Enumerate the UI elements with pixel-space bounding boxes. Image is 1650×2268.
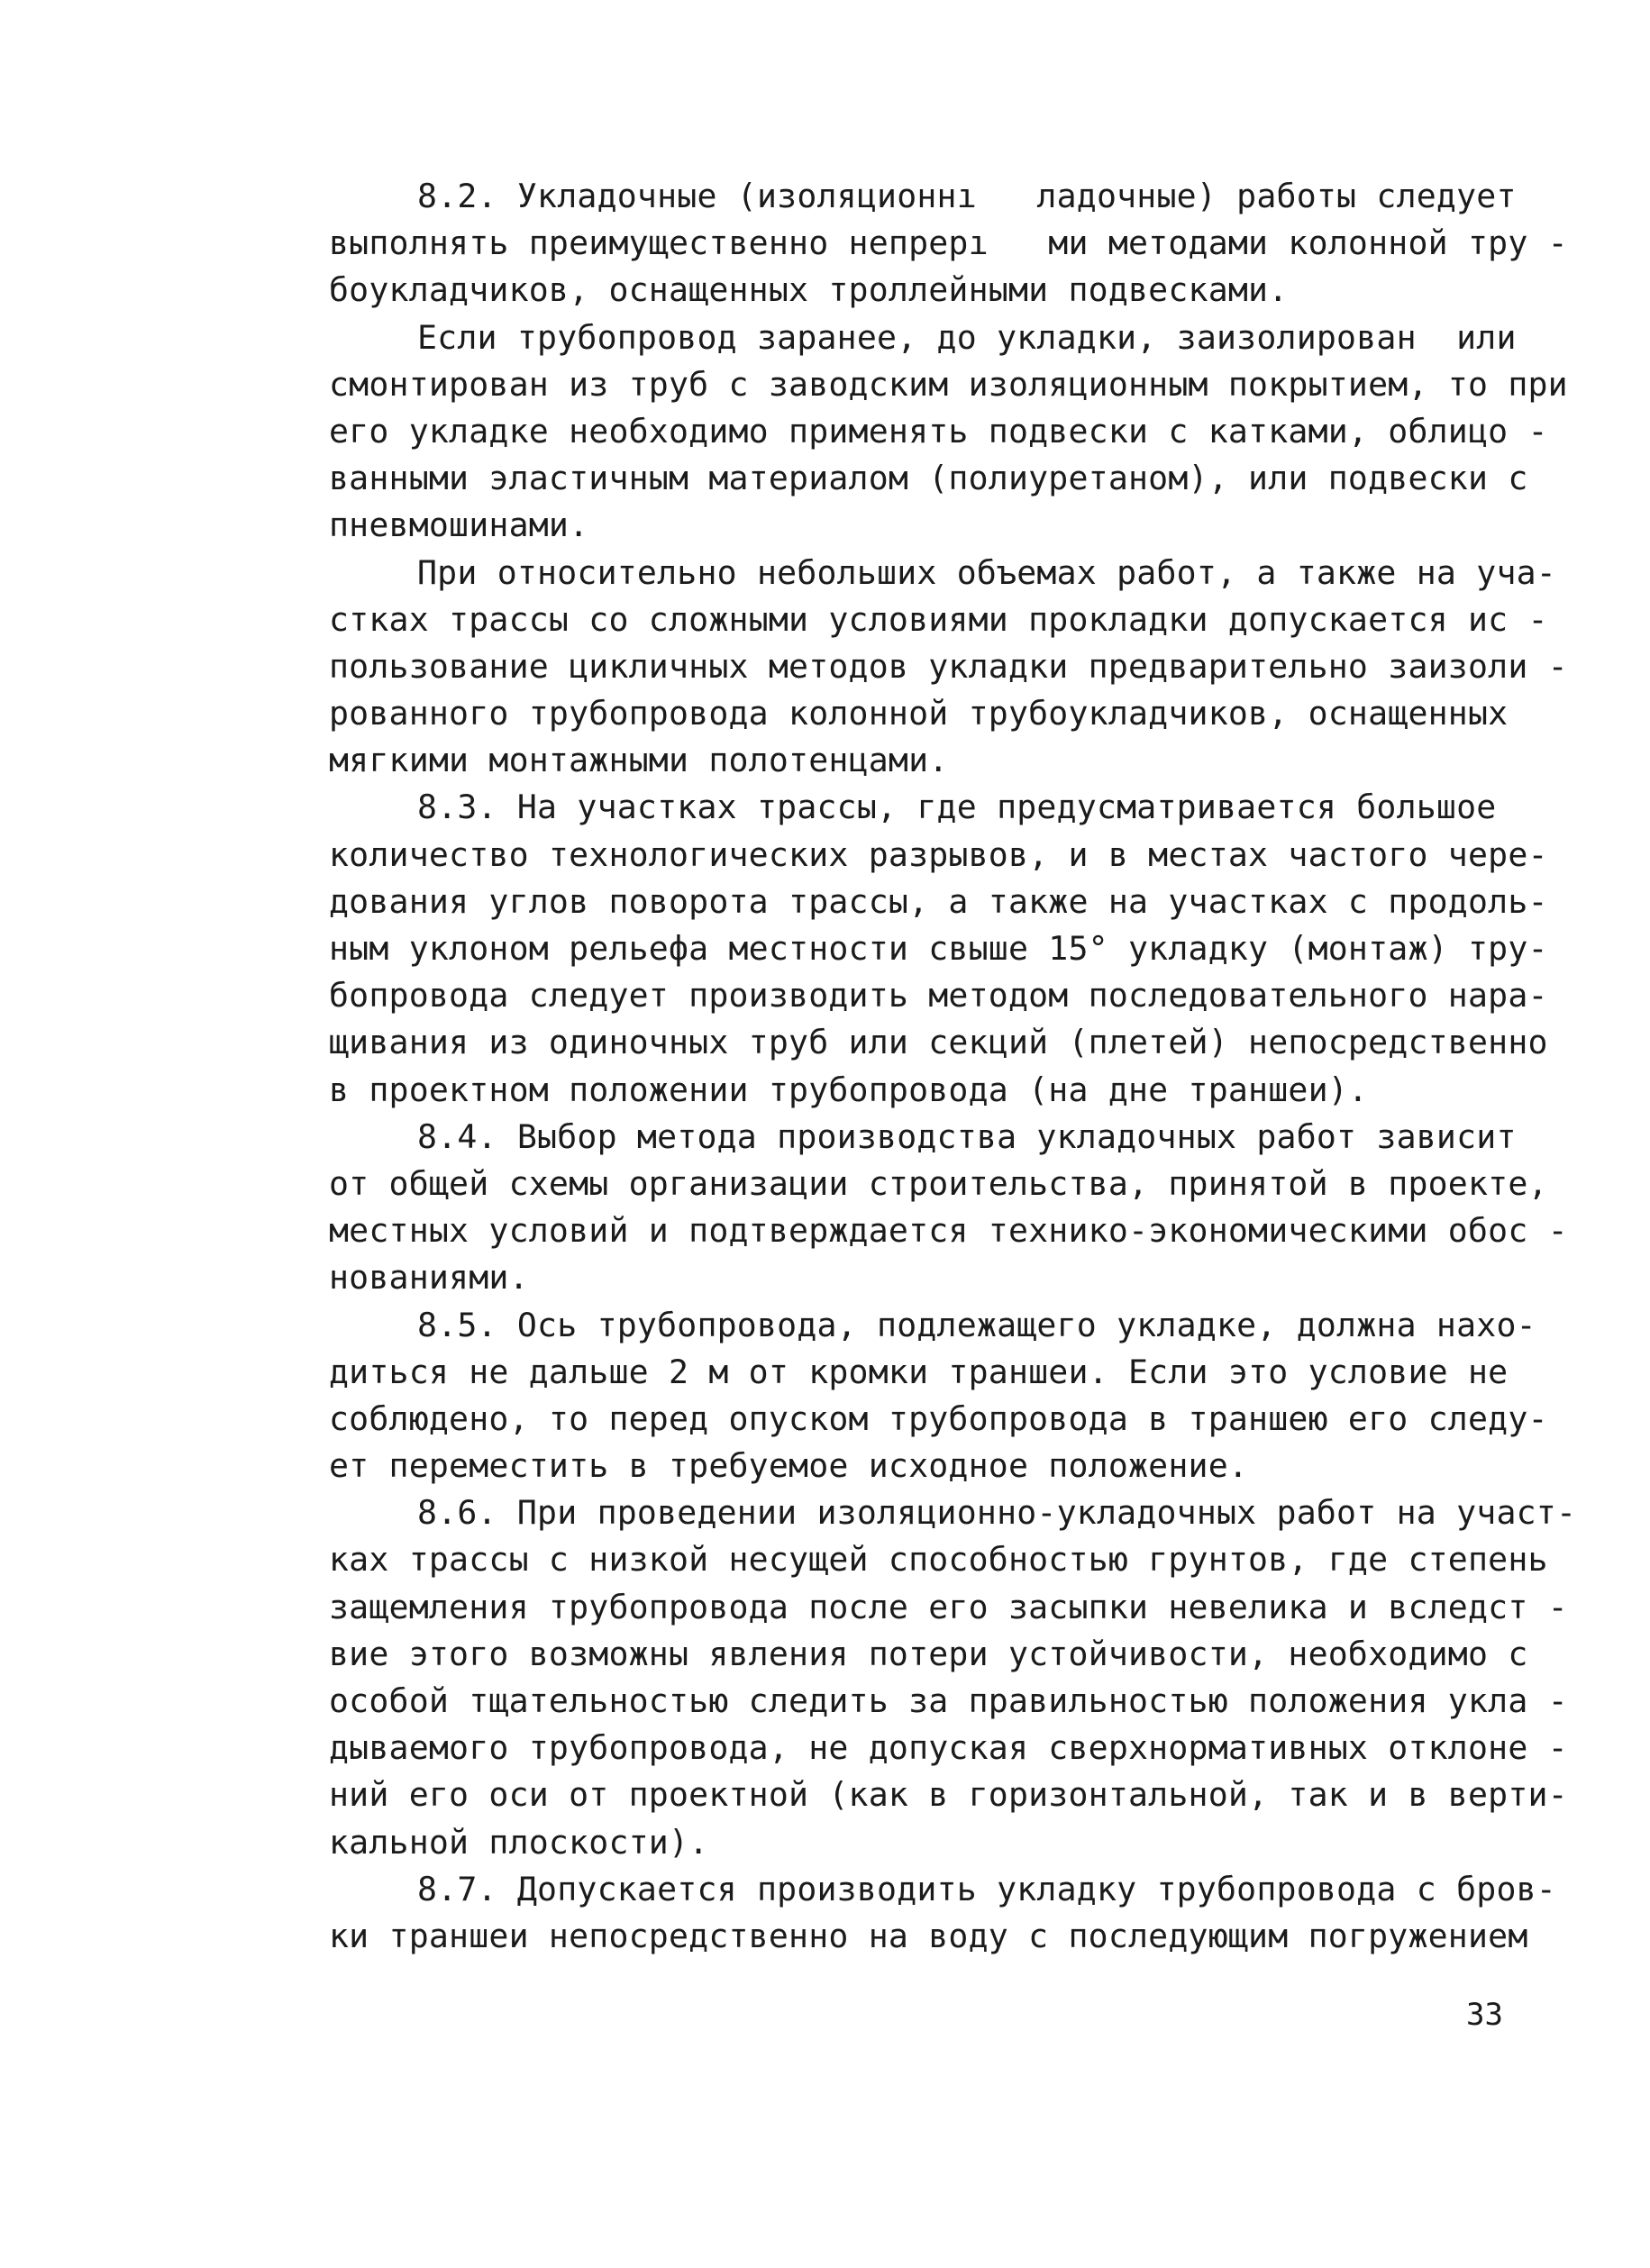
text-line-17: ным уклоном рельефа местности свыше 15° укладку (монтаж) тру- (329, 929, 1548, 968)
text-line-3: боукладчиков, оснащенных троллейными подвесками. (329, 270, 1289, 310)
text-line-36: кальной плоскости). (329, 1822, 709, 1862)
text-line-1: 8.2. Укладочные (изоляционнı ладочные) работы следует (417, 177, 1517, 215)
text-line-27: соблюдено, то перед опуском трубопровода в траншею его следу- (329, 1398, 1548, 1438)
text-line-7: ванными эластичным материалом (полиуретаном), или подвески с (329, 459, 1528, 498)
text-line-34: дываемого трубопровода, не допуская сверхнормативных отклоне - (329, 1728, 1568, 1768)
text-line-23: местных условий и подтверждается технико-экономическими обос - (329, 1211, 1568, 1251)
text-line-33: особой тщательностью следить за правильностью положения укла - (329, 1681, 1568, 1720)
text-line-2: выполнять преимущественно непрерı ми методами колонной тру - (329, 223, 1568, 263)
text-line-12: рованного трубопровода колонной трубоукладчиков, оснащенных (329, 694, 1509, 733)
text-line-8: пневмошинами. (329, 506, 589, 545)
text-line-19: щивания из одиночных труб или секций (плетей) непосредственно (329, 1023, 1548, 1062)
text-line-37: 8.7. Допускается производить укладку трубопровода с бров- (417, 1869, 1556, 1908)
text-line-26: диться не дальше 2 м от кромки траншеи. Если это условие не (329, 1352, 1509, 1391)
page-number: 33 (1466, 1997, 1503, 2033)
text-line-28: ет переместить в требуемое исходное положение. (329, 1446, 1249, 1486)
text-line-18: бопровода следует производить методом последовательного нара- (329, 976, 1548, 1016)
text-line-21: 8.4. Выбор метода производства укладочных работ зависит (417, 1116, 1517, 1156)
text-line-4: Если трубопровод заранее, до укладки, заизолирован или (417, 317, 1517, 357)
text-line-10: стках трассы со сложными условиями прокладки допускается ис - (329, 599, 1548, 639)
text-line-30: ках трассы с низкой несущей способностью грунтов, где степень (329, 1540, 1548, 1580)
text-line-9: При относительно небольших объемах работ, а также на уча- (417, 552, 1556, 592)
text-line-14: 8.3. На участках трассы, где предусматривается большое (417, 788, 1497, 827)
text-line-6: его укладке необходимо применять подвески с катками, облицо - (329, 411, 1548, 451)
text-line-16: дования углов поворота трассы, а также на участках с продоль- (329, 881, 1548, 921)
text-line-32: вие этого возможны явления потери устойчивости, необходимо с (329, 1634, 1528, 1673)
text-line-13: мягкими монтажными полотенцами. (329, 741, 949, 780)
text-line-35: ний его оси от проектной (как в горизонтальной, так и в верти- (329, 1775, 1568, 1815)
text-line-11: пользование цикличных методов укладки предварительно заизоли - (329, 646, 1568, 686)
text-line-25: 8.5. Ось трубопровода, подлежащего укладке, должна нахо- (417, 1305, 1536, 1344)
text-line-5: смонтирован из труб с заводским изоляционным покрытием, то при (329, 364, 1568, 404)
body-text (329, 173, 1577, 1960)
text-line-38: ки траншеи непосредственно на воду с последующим погружением (329, 1916, 1528, 1955)
text-line-31: защемления трубопровода после его засыпки невелика и вследст - (329, 1587, 1568, 1626)
text-line-15: количество технологических разрывов, и в местах частого чере- (329, 834, 1548, 874)
text-line-20: в проектном положении трубопровода (на дне траншеи). (329, 1070, 1369, 1109)
text-line-29: 8.6. При проведении изоляционно-укладочных работ на участ- (417, 1493, 1577, 1533)
text-line-24: нованиями. (329, 1258, 529, 1298)
text-line-22: от общей схемы организации строительства, принятой в проекте, (329, 1163, 1548, 1203)
